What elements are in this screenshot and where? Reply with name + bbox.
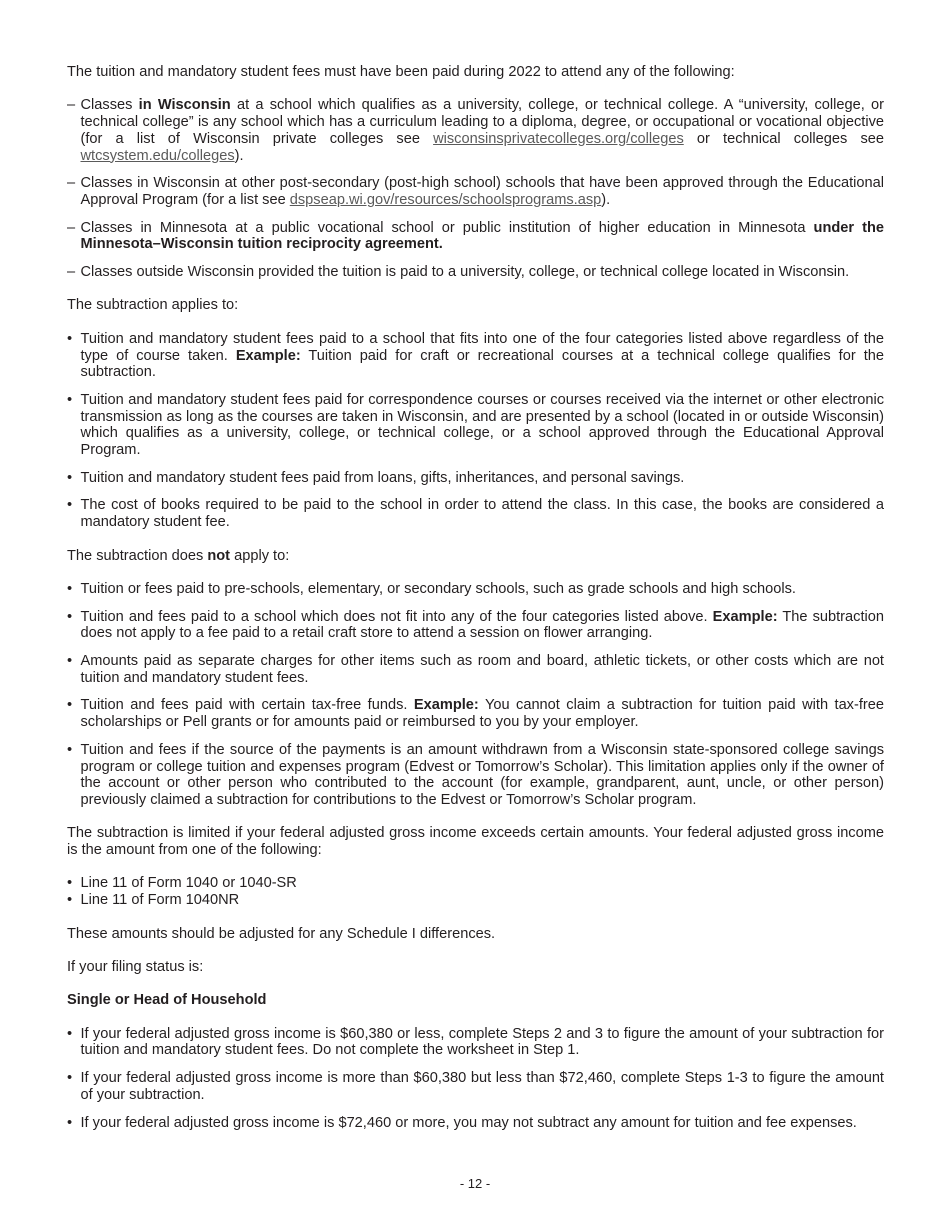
filing-status-list xyxy=(67,1026,884,1132)
income-limit-paragraph: The subtraction is limited if your federal adjusted gross income exceeds certain amounts. Your federal adjusted gross income is the amount from one of the following: xyxy=(67,825,884,859)
list-item: • Tuition or fees paid to pre-schools, elementary, or secondary schools, such as grade schools and high schools. xyxy=(67,580,796,597)
bullet-marker: • xyxy=(67,697,73,714)
list-item: • Tuition and mandatory student fees paid for correspondence courses or courses received via the internet or other electronic transmission as long as the courses are taken in Wisconsin, and are presented by a school (located in or outside Wisconsin) which qualifies as a university, college, or technical college, or a school approved through the Educational Approval Program. xyxy=(67,391,884,459)
single-hoh-heading: Single or Head of Household xyxy=(67,992,267,1009)
list-item: • Tuition and mandatory student fees paid from loans, gifts, inheritances, and personal savings. xyxy=(67,469,685,486)
dash-marker: – xyxy=(67,97,76,114)
list-item: • Line 11 of Form 1040NR xyxy=(67,892,240,909)
intro-paragraph: The tuition and mandatory student fees must have been paid during 2022 to attend any of the following: xyxy=(67,64,735,80)
bullet-marker: • xyxy=(67,1114,73,1131)
list-item: • If your federal adjusted gross income is $60,380 or less, complete Steps 2 and 3 to figure the amount of your subtraction for tuition and mandatory student fees. Do not complete the worksheet in Step 1. xyxy=(67,1025,884,1059)
bullet-marker: • xyxy=(67,741,73,758)
bullet-marker: • xyxy=(67,580,73,597)
bullet-marker: • xyxy=(67,497,73,514)
bullet-marker: • xyxy=(67,608,73,625)
dash-marker: – xyxy=(67,264,76,281)
list-item: – Classes in Wisconsin at a school which qualifies as a university, college, or technical college. A “university, college, or technical college” is any school which has a curriculum leading to a diploma, degree, or occupational or vocational objective (for a list of Wisconsin private colleges see wisconsinsprivatecolleges.org/colleges or technical colleges see wtcsystem.edu/colleges). xyxy=(67,97,885,164)
page-number: - 12 - xyxy=(459,1176,491,1191)
educational-approval-link[interactable]: dspseap.wi.gov/resources/schoolsprograms.asp xyxy=(289,191,602,208)
list-item: • Tuition and mandatory student fees paid to a school that fits into one of the four categories listed above regardless of the type of course taken. Example: Tuition paid for craft or recreational courses at a technical college qualifies for the subtraction. xyxy=(67,330,884,381)
schedule-i-paragraph: These amounts should be adjusted for any Schedule I differences. xyxy=(67,925,496,942)
technical-colleges-link[interactable]: wtcsystem.edu/colleges xyxy=(80,147,235,164)
list-item: • Tuition and fees paid with certain tax-free funds. Example: You cannot claim a subtraction for tuition paid with tax-free scholarships or Pell grants or for amounts paid or reimbursed to you by your employer. xyxy=(67,697,884,731)
bullet-marker: • xyxy=(67,875,73,892)
list-item: – Classes outside Wisconsin provided the tuition is paid to a university, college, or technical college located in Wisconsin. xyxy=(67,264,850,281)
not-applies-heading: The subtraction does not apply to: xyxy=(67,547,290,564)
not-applies-list xyxy=(67,581,884,809)
form-lines-list xyxy=(67,875,884,908)
list-item: • Amounts paid as separate charges for other items such as room and board, athletic tickets, or other costs which are not tuition and mandatory student fees. xyxy=(67,653,884,686)
bullet-marker: • xyxy=(67,653,73,670)
list-item: • If your federal adjusted gross income is more than $60,380 but less than $72,460, complete Steps 1-3 to figure the amount of your subtraction. xyxy=(67,1070,884,1103)
eligible-schools-list xyxy=(67,97,884,280)
list-item: – Classes in Wisconsin at other post-secondary (post-high school) schools that have been approved through the Educational Approval Program (for a list see dspseap.wi.gov/resources/schoolsprograms.asp). xyxy=(67,175,884,208)
dash-marker: – xyxy=(67,219,76,236)
bullet-marker: • xyxy=(67,1070,73,1087)
document-body xyxy=(67,64,884,1148)
list-item: – Classes in Minnesota at a public vocational school or public institution of higher education in Minnesota under the Minnesota–Wisconsin tuition reciprocity agreement. xyxy=(67,219,884,253)
bullet-marker: • xyxy=(67,330,73,347)
filing-status-paragraph: If your filing status is: xyxy=(67,958,204,975)
list-item: • If your federal adjusted gross income is $72,460 or more, you may not subtract any amount for tuition and fee expenses. xyxy=(67,1114,857,1131)
private-colleges-link[interactable]: wisconsinsprivatecolleges.org/colleges xyxy=(433,130,684,147)
bullet-marker: • xyxy=(67,469,73,486)
applies-list xyxy=(67,331,884,531)
applies-heading: The subtraction applies to: xyxy=(67,297,239,314)
bullet-marker: • xyxy=(67,391,73,408)
list-item: • Line 11 of Form 1040 or 1040-SR xyxy=(67,875,297,892)
bullet-marker: • xyxy=(67,892,73,909)
list-item: • The cost of books required to be paid to the school in order to attend the class. In this case, the books are considered a mandatory student fee. xyxy=(67,497,884,531)
bullet-marker: • xyxy=(67,1025,73,1042)
dash-marker: – xyxy=(67,175,76,192)
list-item: • Tuition and fees paid to a school which does not fit into any of the four categories listed above. Example: The subtraction does not apply to a fee paid to a retail craft store to attend a session on flower arranging. xyxy=(67,608,884,642)
list-item: • Tuition and fees if the source of the payments is an amount withdrawn from a Wisconsin state-sponsored college savings program or college tuition and expenses program (Edvest or Tomorrow’s Scholar). This limitation applies only if the owner of the account or other person who contributed to the account (for example, grandparent, aunt, uncle, or other person) previously claimed a subtraction for contributions to the Edvest or Tomorrow’s Scholar program. xyxy=(67,741,884,808)
